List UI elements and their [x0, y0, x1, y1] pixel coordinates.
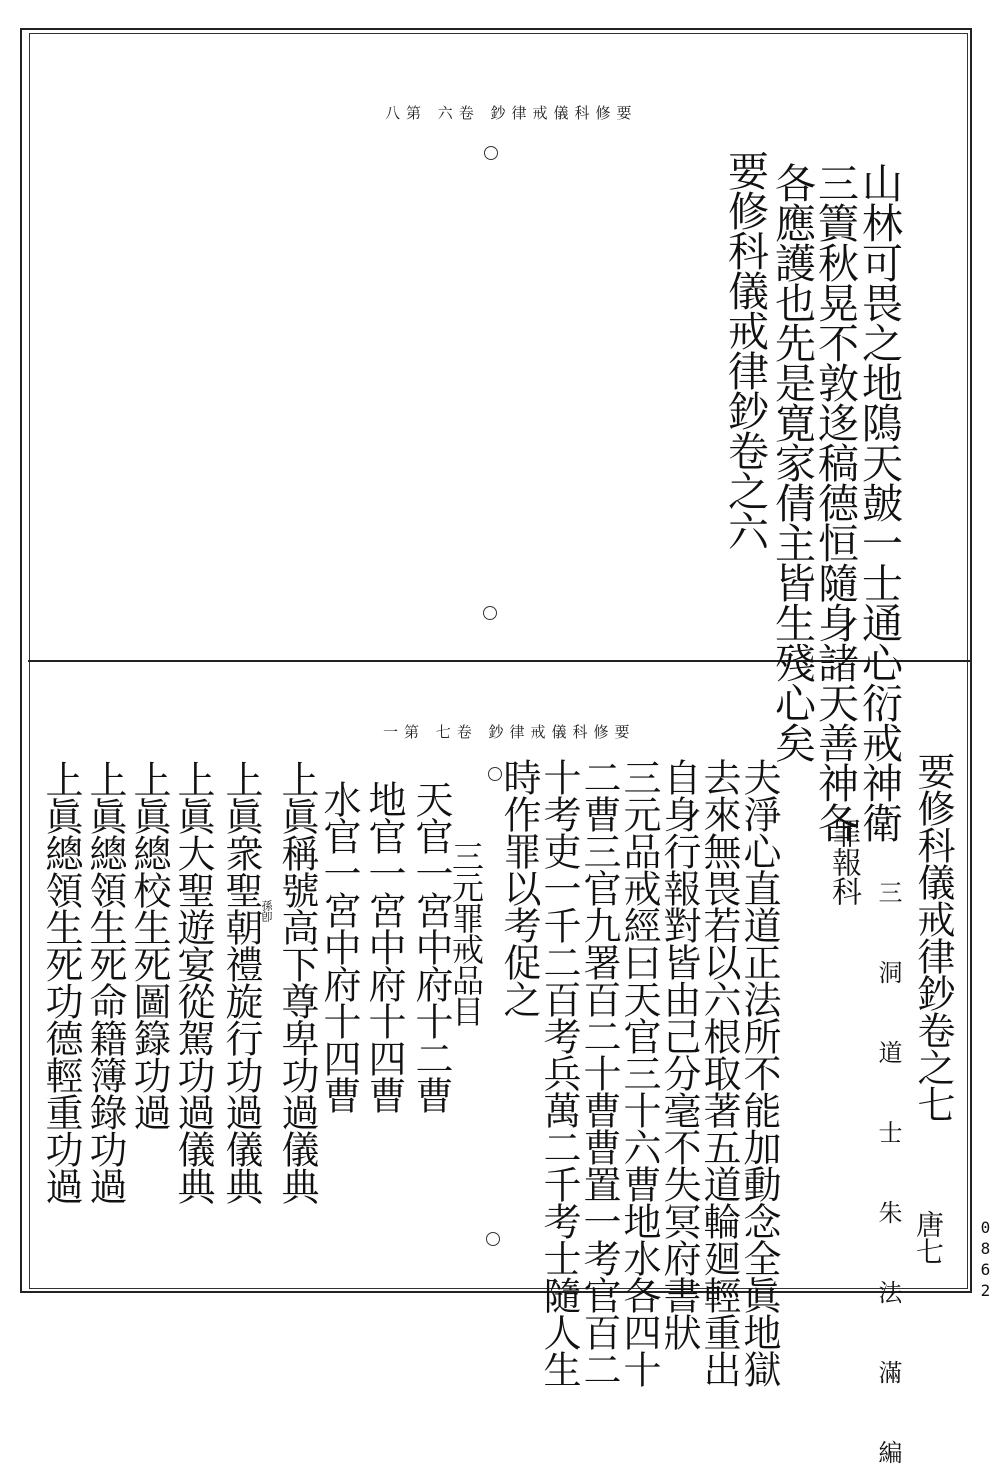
binding-hole-middle — [483, 606, 497, 620]
body-column-4: 三元品戒經曰天官三十六曹地水各四十 — [617, 758, 661, 1387]
top-text-column-3: 各應護也先是寛家倩主皆生殘心矣 — [768, 162, 816, 762]
list-column-5: 上眞衆聖朝禮旋行功過儀典 — [219, 760, 263, 1204]
list-column-7: 上眞總校生死圖籙功過 — [127, 760, 171, 1130]
body-column-2: 去來無畏若以六根取著五道輪廻輕重出 — [697, 758, 741, 1387]
body-column-3: 自身行報對皆由己分毫不失冥府書狀 — [657, 758, 701, 1350]
binding-hole-bottom — [486, 1232, 500, 1246]
small-note: 孫卽 — [260, 900, 273, 922]
list-column-1: 天官一宮中府十二曹 — [409, 780, 453, 1113]
top-title-column: 要修科儀戒律鈔卷之六 — [721, 150, 769, 550]
body-column-6: 十考吏一千二百考兵萬二千考士隨人生 — [537, 758, 581, 1387]
list-column-3: 水官一宮中府十四曹 — [317, 780, 361, 1113]
list-heading: 三元罪戒品目 — [447, 840, 485, 1026]
list-column-8: 上眞總領生死命籍簿錄功過 — [83, 760, 127, 1204]
top-text-column-2: 三簀秋晃不敦迻稿德恒隨身諸天善神各 — [811, 162, 859, 842]
bottom-page-header: 一第 七卷 鈔律戒儀科修要 — [383, 723, 636, 741]
list-column-9: 上眞總領生死功德輕重功過 — [39, 760, 83, 1204]
body-column-1: 夫淨心直道正法所不能加動念全眞地獄 — [737, 758, 781, 1387]
body-column-7: 時作罪以考促之 — [497, 758, 541, 1017]
body-column-5: 二曹三官九署百二十曹曹置一考官百二 — [577, 758, 621, 1387]
binding-hole-top — [484, 146, 498, 160]
top-text-column-1: 山林可畏之地隝天皷一士通心衍戒神衛 — [855, 162, 903, 842]
list-column-2: 地官一宮中府十四曹 — [362, 780, 406, 1113]
section-heading: 罪報科 — [826, 818, 861, 905]
page-number: 0862 — [976, 1218, 995, 1302]
author-column: 三 洞 道 士 朱 法 滿 編 — [874, 880, 902, 1478]
list-column-6: 上眞大聖遊宴從駕功過儀典 — [171, 760, 215, 1204]
dynasty-mark: 唐七 — [912, 1210, 945, 1264]
list-column-4: 上眞稱號高下尊卑功過儀典 — [275, 760, 319, 1204]
bottom-title-column: 要修科儀戒律鈔卷之七 — [911, 752, 955, 1122]
top-page-header: 八第 六卷 鈔律戒儀科修要 — [385, 104, 638, 122]
